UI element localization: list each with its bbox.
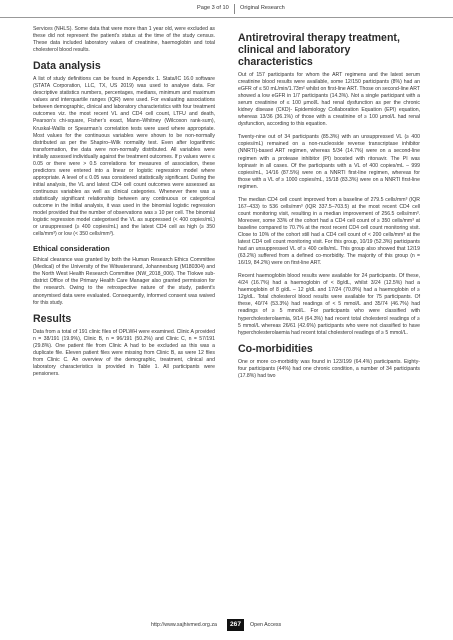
header-divider (234, 4, 235, 14)
article-type: Original Research (240, 5, 285, 11)
page-footer (0, 618, 453, 634)
ethical-paragraph: Ethical clearance was granted by both the Human Research Ethics Committee (Medical) of the University of the Witwatersrand, Johannesburg (M180304) and the North West Health Research Committee (NW_2018_006). The Tlokwe sub-district Office of the Primary Health Care Manager also granted permission for the research. Owing to the retrospective nature of the study, patient’s anonymised data were evaluated. Consequently, informed consent was waived for this study. (33, 257, 215, 306)
right-column (238, 26, 420, 386)
comorbidities-paragraph: One or more co-morbidity was found in 123/199 (64.4%) participants. Eighty-four participants (44%) had one chronic condition, a number of 34 participants (17.8%) had two (238, 358, 420, 379)
results-heading: Results (33, 312, 72, 325)
data-analysis-heading: Data analysis (33, 60, 101, 73)
journal-url-link[interactable]: http://www.sajhivmed.org.za (151, 622, 217, 628)
data-analysis-paragraph: A list of study definitions can be found in Appendix 1. Stata/IC 16.0 software (STATA Corporation, LLC, TX, US 2019) was used to analyse data. For descriptive statistics numbers, percentages, medians, minimum and maximum values and interquartile ranges (IQR) were used. For evaluating associations between demographic, clinical and laboratory characteristics with four treatment outcomes viz. the most recent VL and CD4 cell count, LTFU and death, Pearson’s chi-square, Fisher’s exact, Mann–Whitney (Wilcoxon rank-sum), Kruskal-Wallis or Spearman’s correlation tests were used where appropriate. Most values for the continuous variables were shown to be non-normally distributed as per the Shapiro–Wilk normality test. Even after logarithmic transformation, the data were non-normally distributed. All variables were initially assessed individually against the treatment outcomes. If p values were ≤ 0.05 or there were > 0.5 correlations for measures of association, these predictors were entered into a linear or logistic regression model where appropriate. A level of ≤ 0.05 was considered statistically significant. During the initial analysis, the VL and latest CD4 cell count outcomes were assessed as continuous variables as well as clinical categories. Whenever there was a statistically significant relationship between any continuous or categorical outcome in the initial analysis, it was used in the binomial logistic regression model provided that the number of observations was ≥ 10 per cell. The binomial logistic regression model categorised the VL as suppressed (< 400 copies/mL) or unsuppressed (≥ 400 copies/mL) and the latest CD4 cell as high (≥ 350 cells/mm³) or low (< 350 cells/mm³). (33, 76, 215, 238)
page-header (0, 0, 453, 18)
results-paragraph: Data from a total of 191 clinic files of OPLWH were examined. Clinic A provided n = 38/191 (19.9%), Clinic B, n = 96/191 (50.2%) and Clinic C, n = 57/191 (29.8%). One patient file from Clinic A had to be excluded as this was a duplicate file. Eleven patient files were missing from Clinic B, as were 12 files from Clinic C. An overview of the demographic, treatment, clinical and laboratory characteristics is provided in Table 1. All participants were pensioners. (33, 328, 215, 377)
left-column (33, 26, 215, 384)
art-paragraph-4: Recent haemoglobin blood results were available for 24 participants. Of these, 4/24 (16.7%) had a haemoglobin of < 8g/dL, whilst 3/24 (12.5%) had a haemoglobin of 8 g/dL – 12 g/dL and 17/24 (70.8%) had a haemoglobin of ≥ 12g/dL. Total cholesterol blood results were available for 75 participants. Of these, 40/74 (53.3%) had readings of < 5 mmol/L and 35/74 (46.7%) had readings of ≥ 5 mmol/L. For participants who were classified with hypercholesterolaemia, 9/14 (64.3%) had recent total cholesterol readings of ≥ 5 mmol/L whereas 26/61 (42.6%) participants who were not classified to have hypercholesterolaemia had recent total cholesterol readings of ≥ 5 mmol/L. (238, 273, 420, 336)
page-number: 267 (227, 619, 244, 631)
art-heading: Antiretroviral therapy treatment, clinical and laboratory characteristics (238, 32, 400, 68)
ethical-heading: Ethical consideration (33, 244, 110, 254)
comorbidities-heading: Co-morbidities (238, 342, 313, 355)
art-paragraph-1: Out of 157 participants for whom the ART regimens and the latest serum creatinine blood results were available, some 12/150 participants (8%) had an eGFR of ≤ 50 mL/min/1.73m² whilst on first-line ART. Those on second-line ART showed a low eGFR in 1/7 participants (14.3%). Not a single participant with a serum creatinine of ≤ 100 μmol/L had renal dysfunction as per the chronic kidney disease (CKD)- Epidemiology Collaboration Equation (EPI) equation, whereas 13/36 (36.1%) of those with a creatinine of ≥ 100 μmol/L had renal dysfunction, according to this equation. (238, 72, 420, 128)
art-paragraph-3: The median CD4 cell count improved from a baseline of 279.5 cells/mm³ (IQR 167–433) to 536 cells/mm³ (IQR 337.5–703.5) at the most recent CD4 cell count monitoring visit, resulting in a median improvement of 256.5 cells/mm³. Moreover, some 33% of the cohort had a CD4 cell count of ≥ 350 cells/mm³ at baseline compared to 70.7% at the most recent CD4 cell count monitoring visit. Close to 10% of the cohort still had a CD4 cell count of < 200 cells/mm³ at the latest CD4 cell count monitoring visit. For this group, 10/19 (52.3%) participants had an unsuppressed VL of ≥ 400 cells/mL. This group also showed that 12/19 (63.2%) suffered from a defined co-morbidity. The majority of this group (n = 16/19, 84.2%) were on first-line ART. (238, 196, 420, 267)
art-paragraph-2: Twenty-nine out of 34 participants (85.3%) with an unsuppressed VL (≥ 400 copies/mL) remained on a non-nucleoside reverse transcriptase inhibitor (NNRTI)-based ART regimen, whereas 5/34 (14.7%) were on a second-line regimen with a protease inhibitor (PI) boosted with ritonavir. The PI was lopinavir in all cases. Of the participants with a VL of 400 copies/mL – 999 copies/mL, 14/16 (87.5%) were on a NNRTI first-line regimen, whereas for those with a VL of ≥ 1000 copies/mL, 15/18 (83.3%) were on a NNRTI first-line regimen. (238, 134, 420, 190)
intro-paragraph: Services (NHLS). Some data that were more than 1 year old, were excluded as these did not represent the patient’s status at the time of the study census. These data included laboratory values of creatinine, haemoglobin and total cholesterol blood results. (33, 26, 215, 54)
open-access-label: Open Access (250, 622, 282, 628)
page-label: Page 3 of 10 (197, 5, 229, 11)
